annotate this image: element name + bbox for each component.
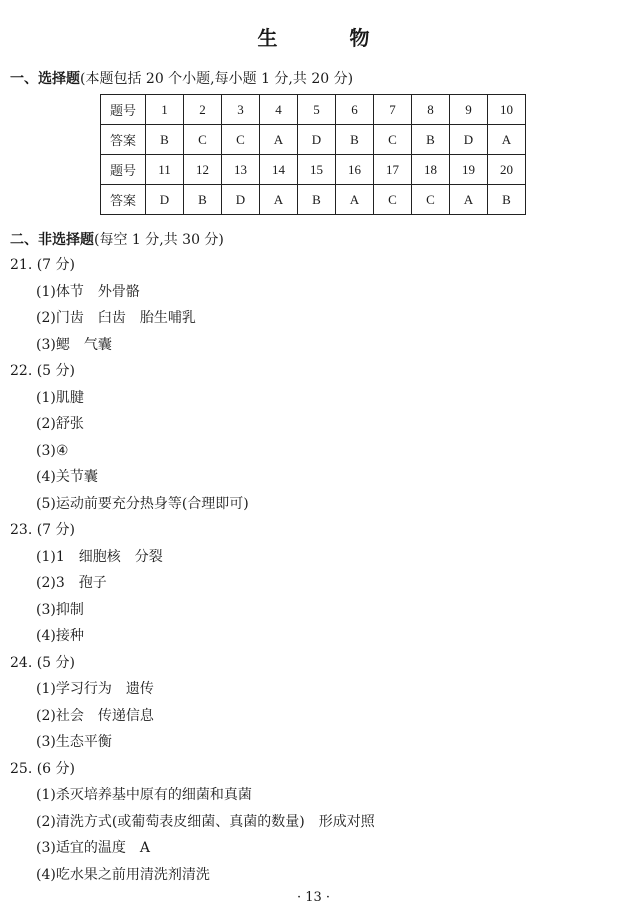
question-number: 21. (7 分) — [10, 257, 75, 273]
section-heading-choice — [10, 68, 353, 88]
section-label: 二、非选择题 — [10, 232, 94, 248]
table-row — [101, 155, 526, 185]
answer-item: (2)清洗方式(或葡萄表皮细菌、真菌的数量) 形成对照 — [36, 813, 375, 830]
table-cell: B — [336, 125, 374, 155]
answer-item: (3)④ — [36, 442, 69, 459]
table-cell: C — [184, 125, 222, 155]
table-cell: 2 — [184, 95, 222, 125]
table-cell: A — [488, 125, 526, 155]
table-row — [101, 125, 526, 155]
answer-list — [10, 252, 375, 888]
table-cell: 14 — [260, 155, 298, 185]
table-cell: 3 — [222, 95, 260, 125]
table-cell: 12 — [184, 155, 222, 185]
answer-item: (2)社会 传递信息 — [36, 707, 154, 724]
table-cell: 10 — [488, 95, 526, 125]
answer-item: (4)吃水果之前用清洗剂清洗 — [36, 866, 210, 883]
table-cell: B — [412, 125, 450, 155]
answer-item: (3)生态平衡 — [36, 734, 112, 750]
answer-item: (5)运动前要充分热身等(合理即可) — [36, 495, 249, 512]
answer-item: (3)抑制 — [36, 601, 84, 618]
section-label: 一、选择题 — [10, 71, 80, 87]
table-cell: 7 — [374, 95, 412, 125]
table-cell: 19 — [450, 155, 488, 185]
answer-item: (2)3 孢子 — [36, 575, 107, 591]
table-cell: 16 — [336, 155, 374, 185]
table-cell: 9 — [450, 95, 488, 125]
table-cell: D — [222, 185, 260, 215]
table-row-header: 题号 — [101, 155, 146, 185]
table-cell: C — [412, 185, 450, 215]
question-number: 23. (7 分) — [10, 522, 75, 538]
table-cell: 11 — [146, 155, 184, 185]
table-row — [101, 95, 526, 125]
answer-item: (3)适宜的温度 A — [36, 840, 150, 856]
answer-item: (1)体节 外骨骼 — [36, 283, 140, 300]
answer-item: (3)鳃 气囊 — [36, 336, 112, 353]
answer-item: (1)肌腱 — [36, 389, 84, 406]
table-cell: B — [298, 185, 336, 215]
table-cell: 17 — [374, 155, 412, 185]
table-row-header: 答案 — [101, 125, 146, 155]
question-number: 24. (5 分) — [10, 654, 75, 671]
answer-item: (4)接种 — [36, 628, 84, 644]
table-cell: 1 — [146, 95, 184, 125]
table-cell: C — [374, 125, 412, 155]
section-note: (每空 1 分,共 30 分) — [94, 232, 224, 248]
table-cell: D — [298, 125, 336, 155]
table-cell: 13 — [222, 155, 260, 185]
page-title: 生 物 — [257, 26, 396, 50]
table-row-header: 题号 — [101, 95, 146, 125]
answer-item: (2)门齿 臼齿 胎生哺乳 — [36, 310, 196, 326]
table-cell: 20 — [488, 155, 526, 185]
page-number: · 13 · — [296, 890, 331, 905]
table-cell: 18 — [412, 155, 450, 185]
table-row-header: 答案 — [101, 185, 146, 215]
table-cell: 15 — [298, 155, 336, 185]
table-cell: A — [260, 125, 298, 155]
table-cell: D — [146, 185, 184, 215]
table-cell: C — [374, 185, 412, 215]
table-cell: 8 — [412, 95, 450, 125]
table-cell: A — [450, 185, 488, 215]
answer-item: (1)学习行为 遗传 — [36, 681, 154, 697]
table-cell: C — [222, 125, 260, 155]
table-cell: D — [450, 125, 488, 155]
answer-item: (2)舒张 — [36, 416, 84, 432]
question-number: 22. (5 分) — [10, 363, 75, 379]
table-cell: B — [146, 125, 184, 155]
table-cell: 6 — [336, 95, 374, 125]
table-cell: B — [184, 185, 222, 215]
table-cell: 5 — [298, 95, 336, 125]
answer-item: (4)关节囊 — [36, 469, 98, 485]
answer-item: (1)杀灭培养基中原有的细菌和真菌 — [36, 787, 252, 803]
answer-item: (1)1 细胞核 分裂 — [36, 548, 163, 565]
section-note: (本题包括 20 个小题,每小题 1 分,共 20 分) — [80, 71, 354, 87]
answer-table — [100, 94, 526, 215]
table-cell: B — [488, 185, 526, 215]
table-row — [101, 185, 526, 215]
table-cell: 4 — [260, 95, 298, 125]
section-heading-nonchoice — [10, 229, 224, 249]
table-cell: A — [260, 185, 298, 215]
table-cell: A — [336, 185, 374, 215]
question-number: 25. (6 分) — [10, 760, 75, 777]
